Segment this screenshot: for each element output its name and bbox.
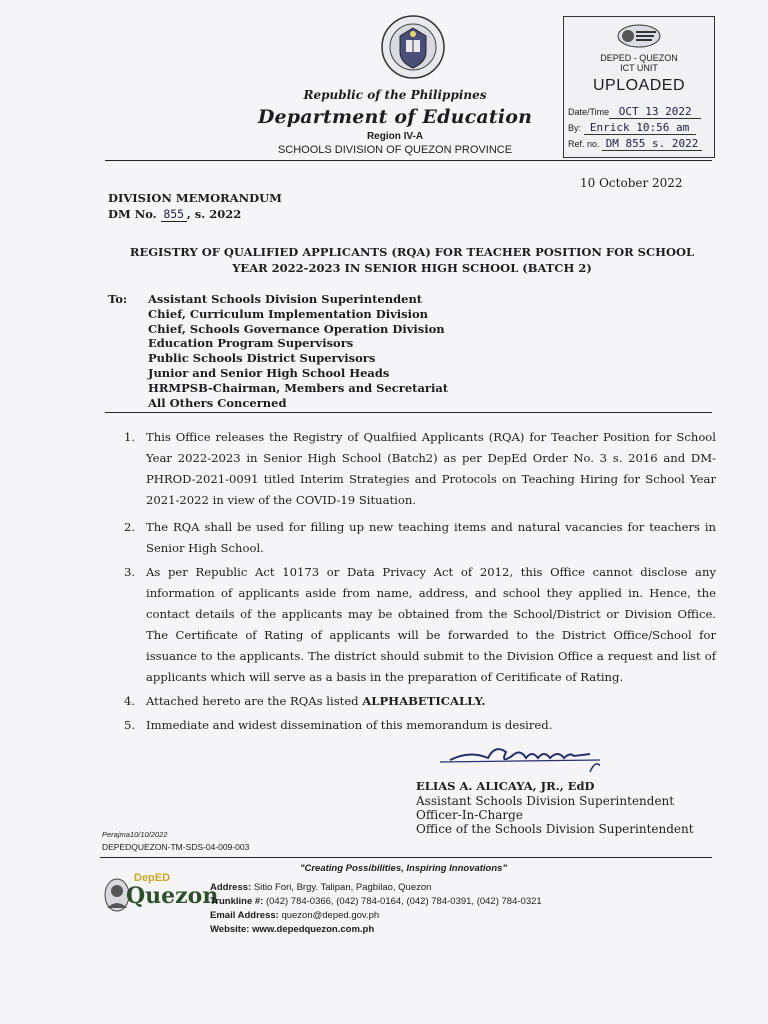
item-text: As per Republic Act 10173 or Data Privacy Act of 2012, this Office cannot disclose any information of applicants aside from name, address, and school they applied in. Hence, the contact details of the applicants may be obtained from the School/District or Division Office. The Certificate of Rating of applicants will be forwarded to the District Office/School for issuance to the applicants. The district should submit to the Division Office a request and list of applicants which will serve as a basis in the preparation of Ceritificate of Rating.	[146, 565, 716, 684]
memo-number-suffix: , s. 2022	[186, 207, 242, 221]
stamp-by-label: By:	[568, 123, 582, 133]
initials-ref: Perajma10/10/2022	[102, 830, 168, 839]
item-text: The RQA shall be used for filling up new teaching items and natural vacancies for teachers in Senior High School.	[146, 520, 716, 555]
stamp-by-value: Enrick 10:56 am	[584, 121, 696, 135]
footer-website	[210, 923, 542, 937]
stamp-date-label: Date/Time	[568, 107, 610, 117]
division-office-text: SCHOOLS DIVISION OF QUEZON PROVINCE	[277, 144, 513, 156]
item-number: 1.	[124, 430, 136, 444]
memo-date: 10 October 2022	[580, 176, 683, 190]
recipient-item: All Others Concerned	[148, 395, 287, 410]
recipient-item: Chief, Schools Governance Operation Division	[148, 321, 445, 336]
footer-tagline: "Creating Possibilities, Inspiring Innovations"	[300, 863, 507, 874]
signature-icon	[440, 738, 600, 774]
recipient-item: Assistant Schools Division Superintendent	[148, 292, 423, 306]
upload-stamp	[563, 16, 715, 158]
trunkline-label: Trunkline #:	[210, 896, 264, 907]
recipient-item: Public Schools District Supervisors	[148, 351, 376, 366]
memo-body	[124, 427, 716, 739]
recipient-item: HRMPSB-Chairman, Members and Secretariat	[148, 380, 449, 395]
footer-address	[210, 881, 542, 895]
stamp-line-2: ICT UNIT	[620, 63, 658, 73]
item-text-emphasis: ALPHABETICALLY.	[362, 694, 486, 708]
item-text: This Office releases the Registry of Qualfiied Applicants (RQA) for Teacher Position for School Year 2022-2023 in Senior High School (Batch2) as per DepEd Order No. 3 s. 2016 and DM-PHROD-2021-0091 titled Interim Strategies and Protocols on Teaching Hiring for School Year 2021-2022 in view of the COVID-19 Situation.	[146, 430, 716, 507]
website-value: www.depedquezon.com.ph	[252, 924, 375, 935]
email-label: Email Address:	[210, 910, 279, 921]
stamp-ref-value: DM 855 s. 2022	[602, 137, 702, 151]
memo-number-prefix: DM No.	[108, 207, 157, 221]
memo-item	[124, 715, 716, 736]
item-text	[146, 691, 716, 712]
item-number: 2.	[124, 520, 136, 534]
memo-item	[124, 517, 716, 559]
deped-quezon-logo	[104, 872, 219, 918]
republic-text: Republic of the Philippines	[303, 88, 487, 102]
stamp-status: UPLOADED	[592, 77, 686, 94]
to-label: To:	[108, 292, 128, 306]
memo-number-value: 855	[161, 207, 187, 222]
stamp-date-row	[568, 105, 701, 119]
website-label: Website:	[210, 924, 250, 935]
stamp-by-row	[568, 121, 696, 135]
recipient-item: Education Program Supervisors	[148, 336, 354, 351]
item-number: 3.	[124, 565, 136, 579]
recipient-item: Junior and Senior High School Heads	[148, 365, 390, 380]
memo-item	[124, 427, 716, 511]
recipient-item: Chief, Curriculum Implementation Division	[148, 306, 429, 321]
trunkline-value: (042) 784-0366, (042) 784-0164, (042) 784-0391, (042) 784-0321	[265, 896, 542, 907]
footer-trunkline	[210, 895, 542, 909]
address-value: Sitio Fori, Brgy. Talipan, Pagbilao, Quezon	[253, 882, 432, 893]
stamp-ref-row	[568, 137, 702, 151]
deped-seal-icon	[380, 14, 446, 80]
item-number: 5.	[124, 718, 136, 732]
deped-quezon-stamp-logo-icon	[616, 23, 662, 49]
item-text-main: Attached hereto are the RQAs listed	[146, 694, 363, 708]
recipient-list	[148, 292, 448, 410]
header-divider	[105, 160, 712, 161]
address-label: Address:	[210, 882, 252, 893]
footer-contact	[210, 881, 542, 937]
memo-subject: REGISTRY OF QUALIFIED APPLICANTS (RQA) FOR TEACHER POSITION FOR SCHOOL YEAR 2022-2023 IN SENIOR HIGH SCHOOL (BATCH 2)	[129, 245, 695, 275]
stamp-ref-label: Ref. no.	[568, 139, 600, 149]
item-number: 4.	[124, 694, 136, 708]
logo-quezon-text: Quezon	[126, 883, 219, 909]
document-code: DEPEDQUEZON-TM-SDS-04-009-003	[102, 842, 250, 852]
item-text: Immediate and widest dissemination of this memorandum is desired.	[146, 718, 553, 732]
footer-email	[210, 909, 542, 923]
memo-item	[124, 691, 716, 712]
to-divider	[105, 412, 712, 413]
memo-item	[124, 562, 716, 688]
stamp-date-value: OCT 13 2022	[609, 105, 701, 119]
signatory-name: ELIAS A. ALICAYA, JR., EdD	[416, 779, 595, 793]
signatory-title-1: Assistant Schools Division Superintendent	[416, 794, 675, 808]
footer-divider	[100, 857, 712, 858]
department-title: Department of Education	[257, 106, 533, 128]
memo-number	[108, 207, 241, 222]
signatory-title-2: Officer-In-Charge	[416, 808, 523, 822]
memo-title: DIVISION MEMORANDUM	[108, 191, 282, 205]
email-value: quezon@deped.gov.ph	[281, 910, 380, 921]
region-text: Region IV-A	[366, 131, 424, 142]
logo-deped-text: DepED	[134, 872, 171, 884]
stamp-line-1: DEPED - QUEZON	[600, 53, 678, 63]
signatory-title-3: Office of the Schools Division Superintendent	[416, 822, 694, 836]
